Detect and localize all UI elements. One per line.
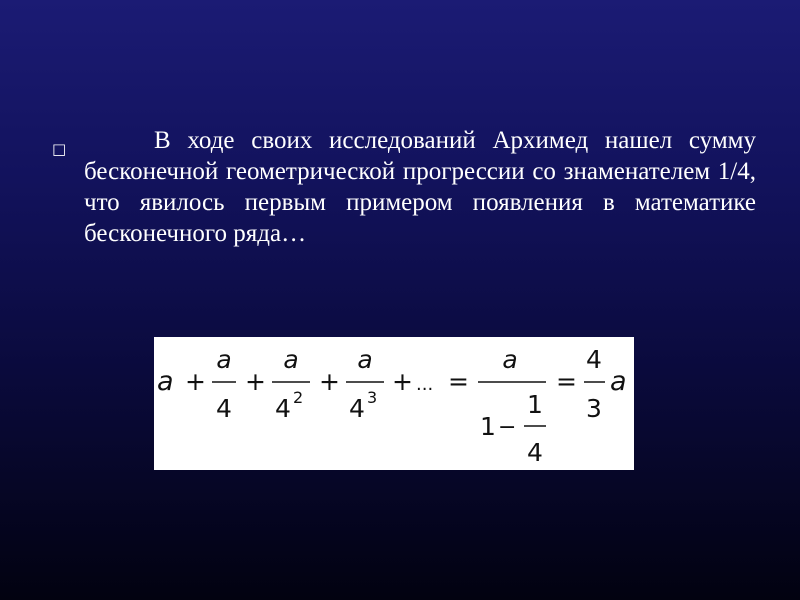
formula-equals-1: =: [448, 367, 469, 396]
formula-term-a: a: [157, 366, 174, 397]
formula-equals-2: =: [556, 367, 577, 396]
formula-plus-3: +: [319, 367, 340, 396]
formula-result-denominator: 3: [586, 394, 602, 423]
formula-big-fraction-numerator: a: [502, 345, 518, 374]
formula-result-variable: a: [610, 366, 627, 397]
formula-plus-1: +: [185, 367, 206, 396]
formula-plus-4: +: [392, 367, 413, 396]
bullet-text: В ходе своих исследований Архимед нашел сумму бесконечной геометрической прогрессии со знаменателем 1/4, что явилось первым примером появления в математике бесконечного ряда…: [84, 127, 756, 247]
formula-fraction-1-denominator: 4: [216, 394, 232, 423]
formula-fraction-2-numerator: a: [283, 345, 299, 374]
bullet-square-icon: □: [52, 140, 67, 158]
formula-fraction-3-denominator-base: 4: [349, 394, 365, 423]
formula-result-numerator: 4: [586, 345, 602, 374]
formula-plus-2: +: [245, 367, 266, 396]
formula-fraction-2-denominator-base: 4: [275, 394, 291, 423]
formula-image: [154, 337, 634, 470]
formula-big-fraction-minus: −: [498, 415, 517, 440]
formula-fraction-3-numerator: a: [357, 345, 373, 374]
formula-big-fraction-one: 1: [480, 412, 496, 441]
formula-fraction-2-denominator-exponent: 2: [293, 388, 304, 407]
formula-svg: [154, 337, 634, 470]
formula-inner-fraction-denominator: 4: [527, 438, 543, 467]
formula-inner-fraction-numerator: 1: [527, 390, 543, 419]
formula-fraction-3-denominator-exponent: 3: [367, 388, 378, 407]
formula-fraction-1-numerator: a: [216, 345, 232, 374]
formula-ellipsis: ...: [416, 374, 434, 395]
